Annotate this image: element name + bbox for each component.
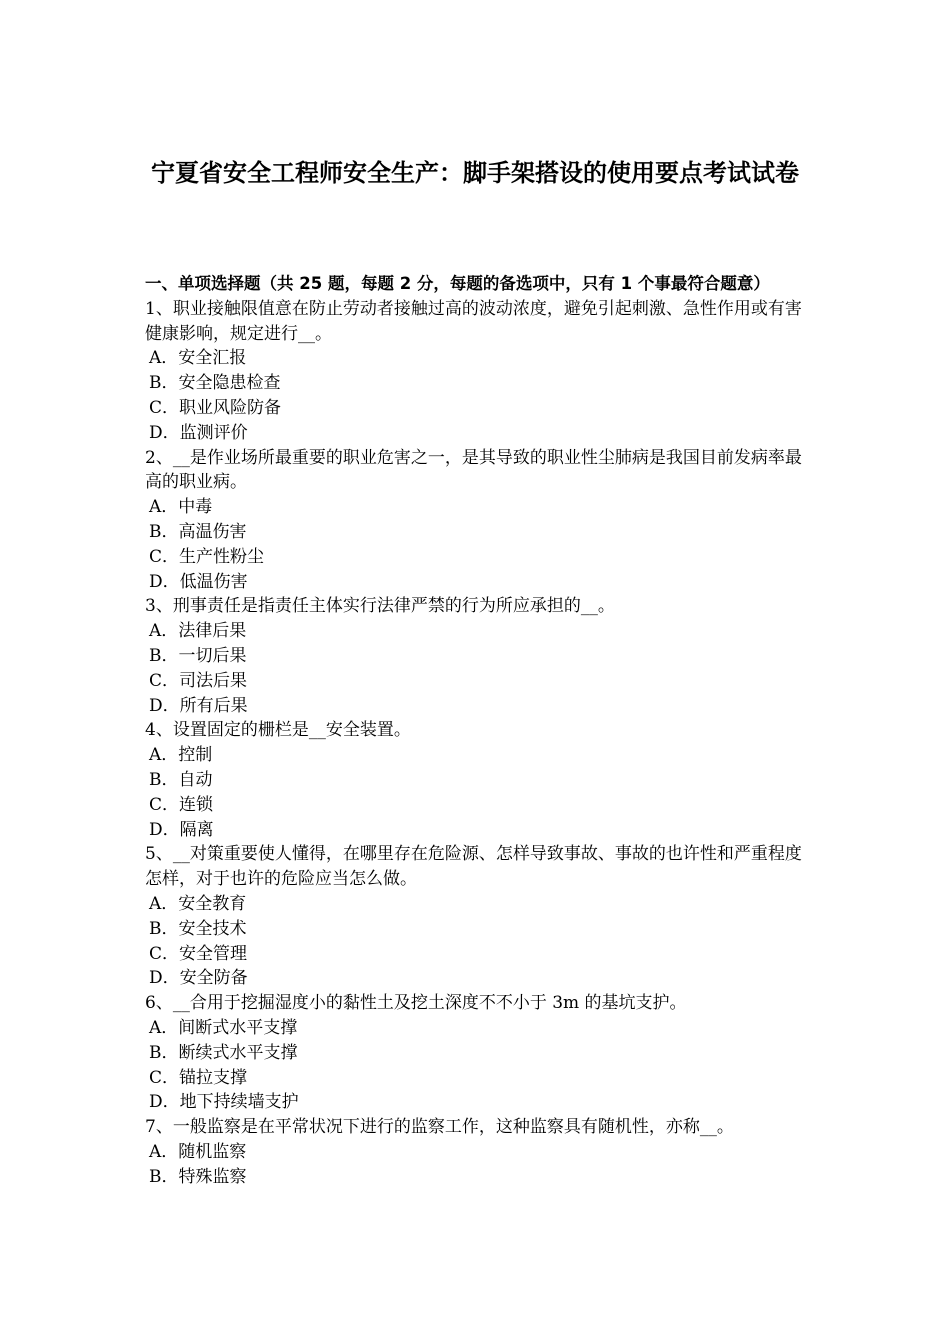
answer-option: B．特殊监察 xyxy=(149,1166,247,1187)
question-item xyxy=(145,297,807,446)
question-stem: 7、一般监察是在平常状况下进行的监察工作，这种监察具有随机性，亦称__。 xyxy=(145,1117,734,1138)
answer-option: A．随机监察 xyxy=(149,1141,247,1162)
answer-option: D．地下持续墙支护 xyxy=(149,1092,299,1113)
section-heading: 一、单项选择题（共 25 题，每题 2 分，每题的备选项中，只有 1 个事最符合题意） xyxy=(145,274,770,293)
answer-option: C．锚拉支撑 xyxy=(149,1067,248,1088)
answer-option: B．断续式水平支撑 xyxy=(149,1042,298,1063)
answer-option: C．职业风险防备 xyxy=(149,397,282,418)
answer-option: A．法律后果 xyxy=(149,621,247,642)
answer-option: A．安全教育 xyxy=(149,893,247,914)
question-stem: 1、职业接触限值意在防止劳动者接触过高的波动浓度，避免引起刺激、急性作用或有害健康影响，规定进行__。 xyxy=(145,298,802,344)
question-stem: 2、__是作业场所最重要的职业危害之一，是其导致的职业性尘肺病是我国目前发病率最高的职业病。 xyxy=(145,447,802,493)
question-stem: 3、刑事责任是指责任主体实行法律严禁的行为所应承担的__。 xyxy=(145,596,615,617)
question-stem: 4、设置固定的栅栏是__安全装置。 xyxy=(145,720,411,741)
answer-option: D．低温伤害 xyxy=(149,571,248,592)
answer-option: A．中毒 xyxy=(149,497,213,518)
answer-option: B．自动 xyxy=(149,769,213,790)
question-item xyxy=(145,446,807,595)
question-item xyxy=(145,594,807,718)
question-item xyxy=(145,1115,807,1189)
answer-option: C．安全管理 xyxy=(149,943,248,964)
document-title: 宁夏省安全工程师安全生产：脚手架搭设的使用要点考试试卷 xyxy=(151,159,799,187)
question-item xyxy=(145,991,807,1115)
question-item xyxy=(145,718,807,842)
answer-option: C．连锁 xyxy=(149,794,214,815)
answer-option: A．控制 xyxy=(149,745,213,766)
answer-option: B．一切后果 xyxy=(149,645,247,666)
question-item xyxy=(145,842,807,991)
answer-option: B．安全技术 xyxy=(149,918,247,939)
answer-option: A．安全汇报 xyxy=(149,348,247,369)
answer-option: C．生产性粉尘 xyxy=(149,546,265,567)
answer-option: B．安全隐患检查 xyxy=(149,373,281,394)
answer-option: D．监测评价 xyxy=(149,422,248,443)
answer-option: A．间断式水平支撑 xyxy=(149,1017,298,1038)
answer-option: C．司法后果 xyxy=(149,670,248,691)
question-stem: 6、__合用于挖掘湿度小的黏性土及挖土深度不不小于 3m 的基坑支护。 xyxy=(145,993,687,1014)
question-stem: 5、__对策重要使人懂得，在哪里存在危险源、怎样导致事故、事故的也许性和严重程度怎样，对于也许的危险应当怎么做。 xyxy=(145,844,802,890)
answer-option: D．所有后果 xyxy=(149,695,248,716)
answer-option: B．高温伤害 xyxy=(149,521,247,542)
answer-option: D．安全防备 xyxy=(149,968,248,989)
answer-option: D．隔离 xyxy=(149,819,214,840)
question-list xyxy=(145,297,807,1190)
document-body xyxy=(145,272,807,1189)
